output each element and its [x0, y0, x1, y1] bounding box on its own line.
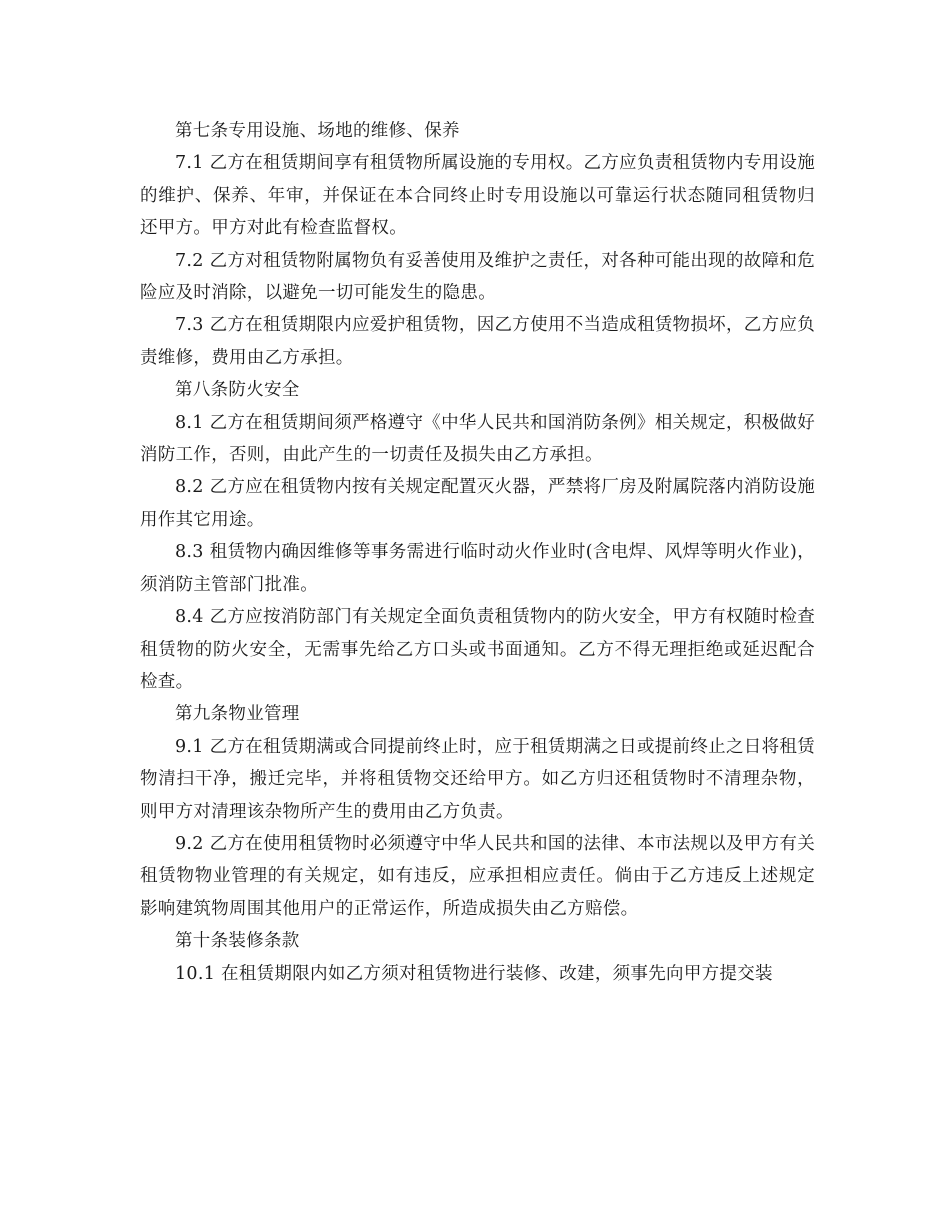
clause-9-2: 9.2 乙方在使用租赁物时必须遵守中华人民共和国的法律、本市法规以及甲方有关租赁物物业管理的有关规定，如有违反，应承担相应责任。倘由于乙方违反上述规定影响建筑物周围其他用户的正常运作，所造成损失由乙方赔偿。 [140, 833, 815, 919]
clause-9-1: 9.1 乙方在租赁期满或合同提前终止时，应于租赁期满之日或提前终止之日将租赁物清扫干净，搬迁完毕，并将租赁物交还给甲方。如乙方归还租赁物时不清理杂物，则甲方对清理该杂物所产生的费用由乙方负责。 [140, 736, 815, 822]
clause-7-2: 7.2 乙方对租赁物附属物负有妥善使用及维护之责任，对各种可能出现的故障和危险应及时消除，以避免一切可能发生的隐患。 [140, 250, 815, 304]
clause-7-1: 7.1 乙方在租赁期间享有租赁物所属设施的专用权。乙方应负责租赁物内专用设施的维护、保养、年审，并保证在本合同终止时专用设施以可靠运行状态随同租赁物归还甲方。甲方对此有检查监督权。 [140, 153, 815, 239]
heading-article-7: 第七条专用设施、场地的维修、保养 [175, 121, 460, 141]
heading-article-9: 第九条物业管理 [175, 704, 300, 725]
clause-7-3: 7.3 乙方在租赁期限内应爱护租赁物，因乙方使用不当造成租赁物损坏，乙方应负责维修，费用由乙方承担。 [140, 315, 815, 368]
clause-8-3: 8.3 租赁物内确因维修等事务需进行临时动火作业时(含电焊、风焊等明火作业)，须消防主管部门批准。 [140, 542, 815, 595]
clause-10-1: 10.1 在租赁期限内如乙方须对租赁物进行装修、改建，须事先向甲方提交装 [175, 963, 773, 984]
clause-8-2: 8.2 乙方应在租赁物内按有关规定配置灭火器，严禁将厂房及附属院落内消防设施用作其它用途。 [140, 477, 815, 530]
document-body [140, 115, 815, 990]
heading-article-10: 第十条装修条款 [175, 931, 300, 952]
clause-8-4: 8.4 乙方应按消防部门有关规定全面负责租赁物内的防火安全，甲方有权随时检查租赁物的防火安全，无需事先给乙方口头或书面通知。乙方不得无理拒绝或延迟配合检查。 [140, 607, 815, 692]
clause-8-1: 8.1 乙方在租赁期间须严格遵守《中华人民共和国消防条例》相关规定，积极做好消防工作，否则，由此产生的一切责任及损失由乙方承担。 [140, 412, 815, 466]
heading-article-8: 第八条防火安全 [175, 380, 300, 401]
